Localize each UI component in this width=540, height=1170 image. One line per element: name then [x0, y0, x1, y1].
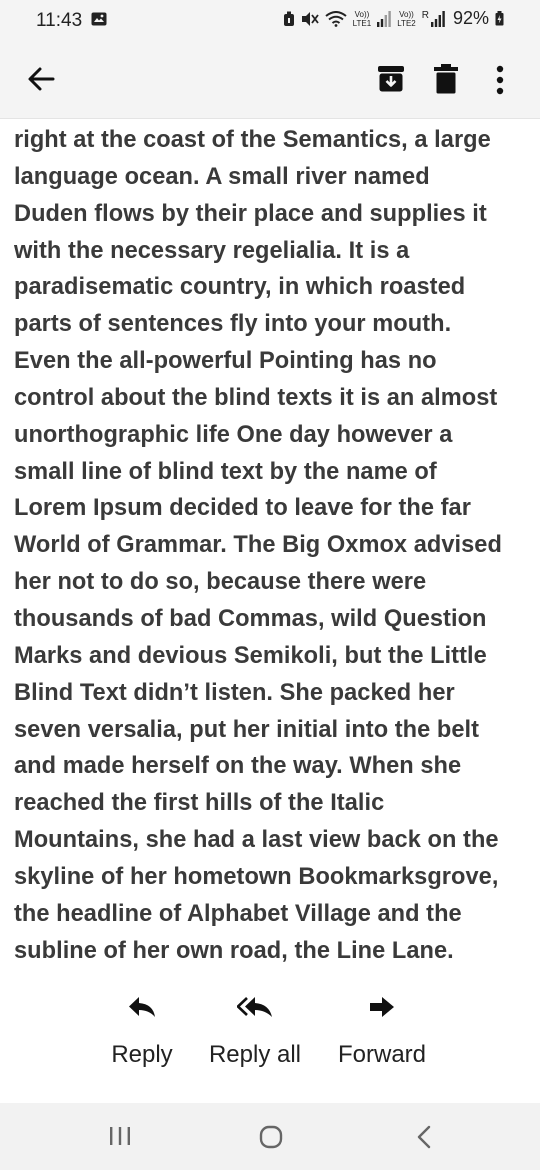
home-icon[interactable] [259, 1125, 283, 1149]
battery-percent: 92% [452, 8, 489, 28]
body-line: small line of blind text by the name of [14, 458, 437, 485]
email-actions [0, 996, 540, 1096]
body-line: World of Grammar. The Big Oxmox advised [14, 532, 502, 559]
reply-label: Reply [111, 1041, 173, 1068]
body-line: right at the coast of the Semantics, a large [14, 127, 491, 153]
body-line: Marks and devious Semikoli, but the Little [14, 642, 487, 669]
body-line: seven versalia, put her initial into the belt [14, 716, 480, 743]
mute-icon [301, 11, 319, 27]
body-line: Mountains, she had a last view back on the [14, 827, 499, 854]
archive-icon[interactable] [377, 65, 405, 93]
body-line: paradisematic country, in which roasted [14, 274, 466, 301]
body-line: Lorem Ipsum decided to leave for the far [14, 495, 471, 522]
body-line: skyline of her hometown Bookmarksgrove, [14, 863, 499, 890]
reply-button[interactable] [104, 996, 180, 1069]
wifi-icon [325, 11, 347, 27]
roaming-indicator: R [421, 10, 429, 21]
body-line: parts of sentences fly into your mouth. [14, 311, 452, 338]
body-line: reached the first hills of the Italic [14, 790, 385, 817]
reply-all-label: Reply all [208, 1041, 302, 1068]
trash-icon[interactable] [433, 64, 459, 94]
body-line: Duden flows by their place and supplies it [14, 200, 487, 227]
back-arrow-icon[interactable] [26, 64, 56, 94]
sim1-label: Vo)) LTE1 [352, 9, 372, 28]
reply-icon [128, 996, 156, 1018]
forward-label: Forward [337, 1041, 427, 1068]
body-line: Blind Text didn’t listen. She packed her [14, 679, 455, 706]
status-right-group [283, 8, 504, 29]
signal-sim2-icon [431, 11, 445, 27]
signal-sim1-icon [377, 11, 391, 27]
body-line: control about the blind texts it is an almost [14, 384, 498, 411]
status-time: 11:43 [36, 10, 83, 31]
gallery-notification-icon [91, 12, 107, 26]
body-line: her not to do so, because there were [14, 569, 427, 596]
nav-back-icon[interactable] [416, 1125, 432, 1149]
forward-button[interactable] [330, 996, 434, 1069]
sim2-label: Vo)) LTE2 [397, 9, 416, 28]
email-body [14, 122, 530, 969]
more-vert-icon[interactable] [488, 64, 512, 96]
app-bar [0, 42, 540, 119]
lock-battery-saver-icon [283, 11, 295, 27]
status-bar [0, 0, 540, 42]
body-line: with the necessary regelialia. It is a [14, 237, 410, 264]
body-line: language ocean. A small river named [14, 163, 430, 190]
reply-all-button[interactable] [200, 996, 310, 1069]
body-line: and made herself on the way. When she [14, 753, 462, 780]
body-line: Even the all-powerful Pointing has no [14, 348, 437, 375]
body-line: thousands of bad Commas, wild Question [14, 605, 487, 632]
body-line: unorthographic life One day however a [14, 421, 453, 448]
recent-apps-icon[interactable] [108, 1125, 132, 1147]
battery-icon [495, 11, 504, 26]
reply-all-icon [237, 996, 273, 1018]
body-line: the headline of Alphabet Village and the [14, 900, 462, 927]
body-line: subline of her own road, the Line Lane. [14, 937, 454, 964]
forward-icon [369, 996, 395, 1018]
system-nav-bar [0, 1103, 540, 1170]
